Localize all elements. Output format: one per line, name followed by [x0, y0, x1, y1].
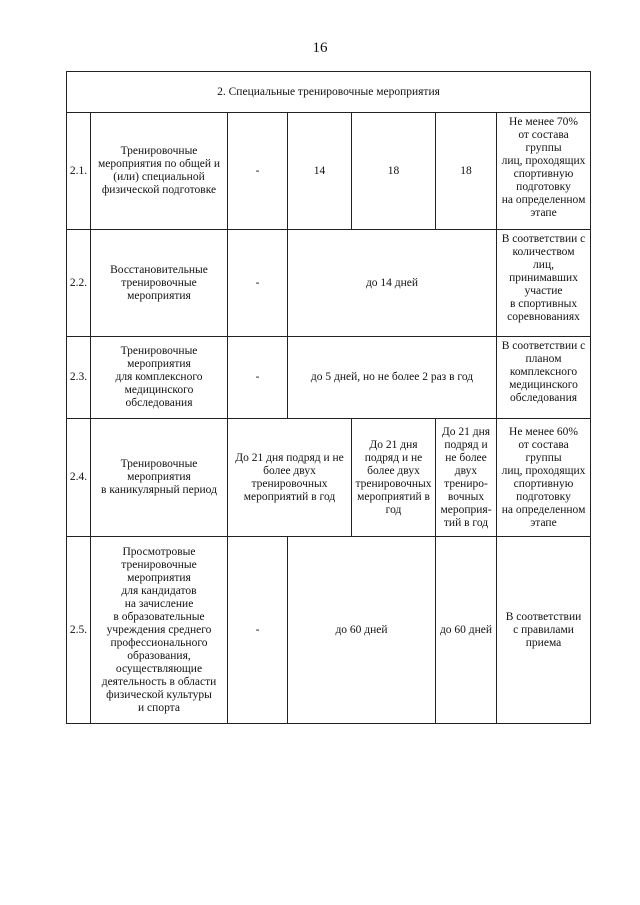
table-row — [67, 337, 591, 419]
event-name: Тренировочные мероприятия в каникулярный период — [91, 419, 228, 537]
cell-value: - — [228, 113, 288, 230]
table-row — [67, 113, 591, 230]
row-number: 2.4. — [67, 419, 91, 537]
page-number: 16 — [312, 40, 328, 56]
training-events-table — [66, 71, 591, 724]
section-header-row — [67, 72, 591, 113]
merged-value: До 21 дня подряд и не более двух тренировочных мероприятий в год — [228, 419, 352, 537]
cell-value: 14 — [288, 113, 352, 230]
merged-value: до 5 дней, но не более 2 раз в год — [288, 337, 497, 419]
event-name: Просмотровые тренировочные мероприятия для кандидатов на зачисление в образовательные учреждения среднего профессионального образования, осуществляющие деятельность в области физической культуры и спорта — [91, 537, 228, 724]
row-number: 2.5. — [67, 537, 91, 724]
row-number: 2.2. — [67, 230, 91, 337]
cell-value: - — [228, 230, 288, 337]
condition-note: В соответствии с количеством лиц, принимавших участие в спортивных соревнованиях — [497, 230, 591, 337]
condition-note: Не менее 60% от состава группы лиц, проходящих спортивную подготовку на определенном этапе — [497, 419, 591, 537]
table-row — [67, 537, 591, 724]
condition-note: В соответствии с планом комплексного медицинского обследования — [497, 337, 591, 419]
cell-value: До 21 дня подряд и не более двух трениро- вочных мероприя- тий в год — [436, 419, 497, 537]
cell-value: 18 — [436, 113, 497, 230]
condition-note: Не менее 70% от состава группы лиц, проходящих спортивную подготовку на определенном этапе — [497, 113, 591, 230]
cell-value: До 21 дня подряд и не более двух тренировочных мероприятий в год — [352, 419, 436, 537]
event-name: Восстановительные тренировочные мероприятия — [91, 230, 228, 337]
table-row — [67, 419, 591, 537]
table-row — [67, 230, 591, 337]
section-title: 2. Специальные тренировочные мероприятия — [67, 72, 591, 113]
merged-value: до 60 дней — [288, 537, 436, 724]
cell-value: 18 — [352, 113, 436, 230]
event-name: Тренировочные мероприятия по общей и (или) специальной физической подготовке — [91, 113, 228, 230]
cell-value: - — [228, 337, 288, 419]
cell-value: до 60 дней — [436, 537, 497, 724]
merged-value: до 14 дней — [288, 230, 497, 337]
cell-value: - — [228, 537, 288, 724]
event-name: Тренировочные мероприятия для комплексного медицинского обследования — [91, 337, 228, 419]
row-number: 2.1. — [67, 113, 91, 230]
row-number: 2.3. — [67, 337, 91, 419]
condition-note: В соответствии с правилами приема — [497, 537, 591, 724]
